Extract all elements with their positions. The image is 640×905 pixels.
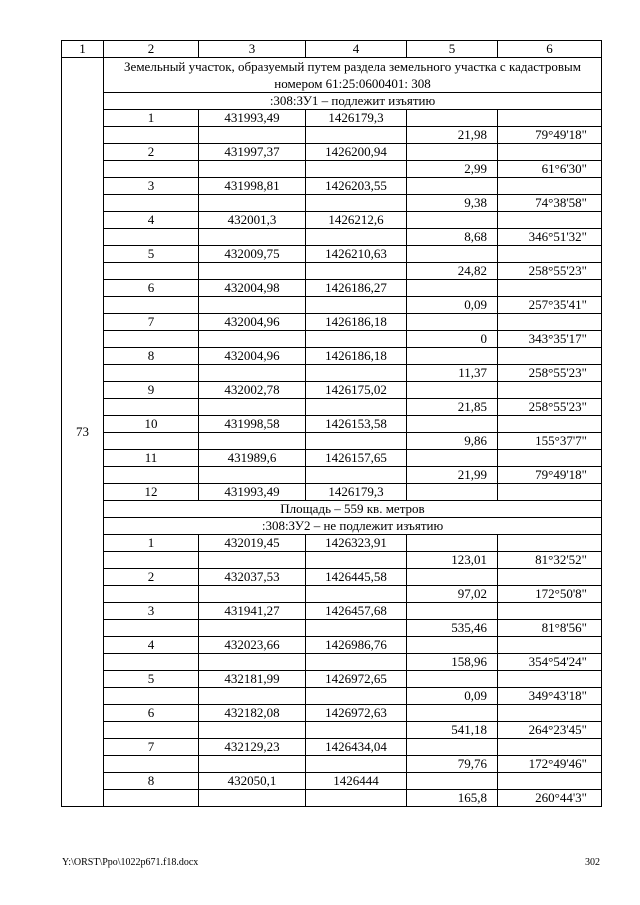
point-row [62,144,602,161]
empty-cell [498,603,602,620]
empty-cell [199,756,306,773]
empty-cell [498,671,602,688]
distance: 0,09 [407,688,498,705]
direction-angle: 349°43'18" [498,688,602,705]
point-row [62,671,602,688]
empty-cell [104,331,199,348]
empty-cell [498,348,602,365]
measure-row [62,790,602,807]
coord-x: 431997,37 [199,144,306,161]
distance: 97,02 [407,586,498,603]
empty-cell [199,399,306,416]
point-row [62,382,602,399]
point-number: 7 [104,314,199,331]
point-number: 2 [104,569,199,586]
measure-row [62,331,602,348]
empty-cell [407,212,498,229]
empty-cell [498,773,602,790]
direction-angle: 155°37'7" [498,433,602,450]
empty-cell [407,450,498,467]
direction-angle: 343°35'17" [498,331,602,348]
distance: 11,37 [407,365,498,382]
distance: 2,99 [407,161,498,178]
column-header: 3 [199,41,306,58]
coord-x: 432023,66 [199,637,306,654]
coord-y: 1426186,18 [306,314,407,331]
coord-y: 1426445,58 [306,569,407,586]
point-row [62,178,602,195]
empty-cell [104,654,199,671]
empty-cell [306,399,407,416]
empty-cell [407,739,498,756]
measure-row [62,586,602,603]
point-row [62,280,602,297]
coord-y: 1426212,6 [306,212,407,229]
empty-cell [306,263,407,280]
coord-y: 1426186,18 [306,348,407,365]
coord-x: 432037,53 [199,569,306,586]
point-number: 12 [104,484,199,501]
point-number: 10 [104,416,199,433]
empty-cell [104,161,199,178]
empty-cell [407,314,498,331]
empty-cell [199,127,306,144]
coord-x: 432181,99 [199,671,306,688]
distance: 9,38 [407,195,498,212]
page-number: 302 [585,857,600,868]
coord-x: 432009,75 [199,246,306,263]
empty-cell [498,637,602,654]
empty-cell [498,484,602,501]
measure-row [62,263,602,280]
empty-cell [306,161,407,178]
empty-cell [498,280,602,297]
empty-cell [498,178,602,195]
measure-row [62,399,602,416]
distance: 21,99 [407,467,498,484]
measure-row [62,433,602,450]
empty-cell [407,416,498,433]
coord-x: 432004,96 [199,314,306,331]
part-title-row [62,518,602,535]
point-row [62,773,602,790]
empty-cell [104,229,199,246]
empty-cell [306,722,407,739]
coord-y: 1426972,63 [306,705,407,722]
coord-y: 1426457,68 [306,603,407,620]
distance: 165,8 [407,790,498,807]
coordinates-table [61,40,602,807]
part-title-row [62,93,602,110]
coord-x: 431993,49 [199,484,306,501]
point-number: 3 [104,178,199,195]
empty-cell [104,127,199,144]
coord-x: 432182,08 [199,705,306,722]
empty-cell [104,756,199,773]
empty-cell [407,603,498,620]
empty-cell [407,773,498,790]
coord-x: 432050,1 [199,773,306,790]
empty-cell [199,722,306,739]
point-number: 7 [104,739,199,756]
coord-y: 1426986,76 [306,637,407,654]
empty-cell [498,314,602,331]
coord-x: 432004,96 [199,348,306,365]
coord-y: 1426175,02 [306,382,407,399]
empty-cell [199,297,306,314]
empty-cell [199,688,306,705]
direction-angle: 258°55'23" [498,399,602,416]
measure-row [62,365,602,382]
empty-cell [407,637,498,654]
empty-cell [407,144,498,161]
empty-cell [306,688,407,705]
empty-cell [104,433,199,450]
empty-cell [498,416,602,433]
column-header: 6 [498,41,602,58]
point-number: 3 [104,603,199,620]
coord-y: 1426153,58 [306,416,407,433]
file-path: Y:\ORST\Ppo\1022p671.f18.docx [62,857,199,868]
empty-cell [306,552,407,569]
measure-row [62,688,602,705]
measure-row [62,467,602,484]
empty-cell [104,467,199,484]
empty-cell [306,586,407,603]
column-header: 5 [407,41,498,58]
empty-cell [199,263,306,280]
empty-cell [199,195,306,212]
empty-cell [407,178,498,195]
empty-cell [407,569,498,586]
distance: 541,18 [407,722,498,739]
empty-cell [104,195,199,212]
empty-cell [306,297,407,314]
empty-cell [104,552,199,569]
empty-cell [498,450,602,467]
empty-cell [104,722,199,739]
empty-cell [498,110,602,127]
direction-angle: 172°49'46" [498,756,602,773]
point-number: 4 [104,637,199,654]
area-row [62,501,602,518]
distance: 24,82 [407,263,498,280]
coord-y: 1426179,3 [306,484,407,501]
point-row [62,569,602,586]
header-row [62,41,602,58]
point-number: 4 [104,212,199,229]
point-row [62,535,602,552]
empty-cell [199,586,306,603]
direction-angle: 258°55'23" [498,263,602,280]
direction-angle: 61°6'30" [498,161,602,178]
empty-cell [498,569,602,586]
distance: 21,85 [407,399,498,416]
empty-cell [104,399,199,416]
part-title: :308:ЗУ2 – не подлежит изъятию [104,518,602,535]
measure-row [62,756,602,773]
empty-cell [199,433,306,450]
empty-cell [199,161,306,178]
empty-cell [104,586,199,603]
direction-angle: 264°23'45" [498,722,602,739]
coord-x: 431998,81 [199,178,306,195]
point-number: 5 [104,671,199,688]
direction-angle: 260°44'3" [498,790,602,807]
measure-row [62,195,602,212]
empty-cell [407,705,498,722]
empty-cell [306,433,407,450]
empty-cell [104,620,199,637]
point-number: 9 [104,382,199,399]
coord-y: 1426210,63 [306,246,407,263]
empty-cell [407,535,498,552]
empty-cell [104,365,199,382]
direction-angle: 81°32'52" [498,552,602,569]
point-row [62,348,602,365]
distance: 8,68 [407,229,498,246]
empty-cell [498,382,602,399]
empty-cell [306,654,407,671]
distance: 79,76 [407,756,498,773]
point-row [62,314,602,331]
coord-y: 1426179,3 [306,110,407,127]
point-row [62,212,602,229]
distance: 9,86 [407,433,498,450]
point-row [62,416,602,433]
empty-cell [407,348,498,365]
coord-y: 1426203,55 [306,178,407,195]
empty-cell [199,790,306,807]
coord-x: 432002,78 [199,382,306,399]
empty-cell [498,144,602,161]
coord-x: 432019,45 [199,535,306,552]
column-header: 1 [62,41,104,58]
empty-cell [498,246,602,263]
point-row [62,484,602,501]
parcel-title-row [62,58,602,93]
point-row [62,603,602,620]
empty-cell [104,688,199,705]
empty-cell [199,552,306,569]
part-title: :308:ЗУ1 – подлежит изъятию [104,93,602,110]
coord-y: 1426200,94 [306,144,407,161]
direction-angle: 346°51'32" [498,229,602,246]
coord-y: 1426444 [306,773,407,790]
empty-cell [306,467,407,484]
coord-x: 432004,98 [199,280,306,297]
coord-y: 1426186,27 [306,280,407,297]
point-number: 6 [104,280,199,297]
empty-cell [306,365,407,382]
distance: 158,96 [407,654,498,671]
measure-row [62,297,602,314]
empty-cell [306,195,407,212]
measure-row [62,722,602,739]
measure-row [62,620,602,637]
empty-cell [199,620,306,637]
empty-cell [407,246,498,263]
empty-cell [199,467,306,484]
coord-y: 1426434,04 [306,739,407,756]
point-number: 6 [104,705,199,722]
point-number: 1 [104,535,199,552]
point-number: 5 [104,246,199,263]
coord-x: 431989,6 [199,450,306,467]
empty-cell [199,654,306,671]
empty-cell [407,671,498,688]
empty-cell [407,110,498,127]
empty-cell [407,484,498,501]
parcel-title: Земельный участок, образуемый путем раздела земельного участка с кадастровым номером 61:25:0600401: 308 [104,58,602,93]
direction-angle: 81°8'56" [498,620,602,637]
coord-y: 1426323,91 [306,535,407,552]
column-header: 4 [306,41,407,58]
distance: 535,46 [407,620,498,637]
point-number: 8 [104,348,199,365]
direction-angle: 74°38'58" [498,195,602,212]
coord-y: 1426972,65 [306,671,407,688]
point-number: 2 [104,144,199,161]
point-number: 1 [104,110,199,127]
area-text: Площадь – 559 кв. метров [104,501,602,518]
direction-angle: 172°50'8" [498,586,602,603]
row-number-cell: 73 [62,58,104,807]
empty-cell [104,297,199,314]
empty-cell [306,331,407,348]
point-row [62,110,602,127]
distance: 21,98 [407,127,498,144]
empty-cell [407,280,498,297]
empty-cell [306,620,407,637]
coord-x: 431998,58 [199,416,306,433]
empty-cell [104,790,199,807]
point-row [62,246,602,263]
distance: 0 [407,331,498,348]
empty-cell [306,127,407,144]
empty-cell [407,382,498,399]
coord-x: 431941,27 [199,603,306,620]
coord-x: 432001,3 [199,212,306,229]
empty-cell [199,331,306,348]
empty-cell [498,705,602,722]
empty-cell [199,365,306,382]
point-number: 11 [104,450,199,467]
point-row [62,705,602,722]
measure-row [62,654,602,671]
point-row [62,450,602,467]
point-row [62,637,602,654]
empty-cell [498,212,602,229]
direction-angle: 258°55'23" [498,365,602,382]
distance: 0,09 [407,297,498,314]
point-row [62,739,602,756]
distance: 123,01 [407,552,498,569]
direction-angle: 79°49'18" [498,127,602,144]
measure-row [62,229,602,246]
measure-row [62,161,602,178]
empty-cell [199,229,306,246]
measure-row [62,127,602,144]
empty-cell [306,790,407,807]
direction-angle: 79°49'18" [498,467,602,484]
direction-angle: 257°35'41" [498,297,602,314]
empty-cell [306,756,407,773]
direction-angle: 354°54'24" [498,654,602,671]
measure-row [62,552,602,569]
empty-cell [104,263,199,280]
coord-x: 431993,49 [199,110,306,127]
empty-cell [498,739,602,756]
point-number: 8 [104,773,199,790]
empty-cell [306,229,407,246]
coord-x: 432129,23 [199,739,306,756]
column-header: 2 [104,41,199,58]
coord-y: 1426157,65 [306,450,407,467]
empty-cell [498,535,602,552]
